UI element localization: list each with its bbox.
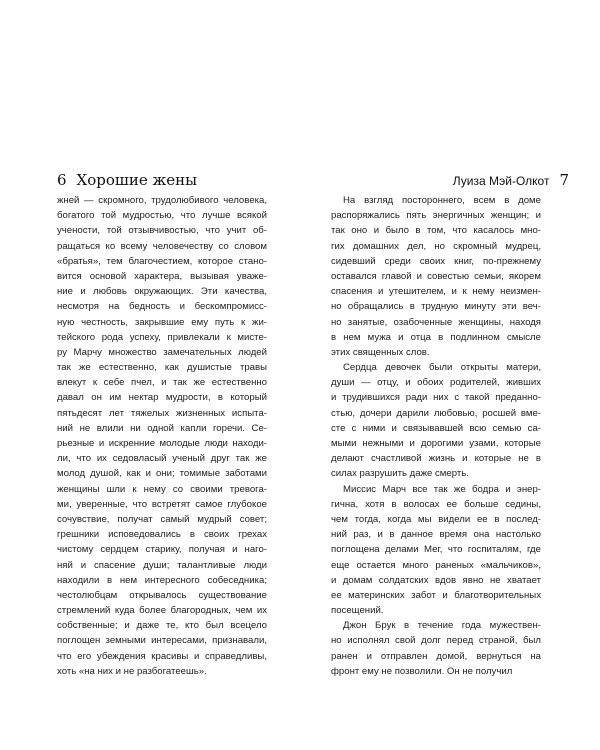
text-line: Сердца девочек были открыты матери, <box>343 362 541 374</box>
text-line: силах разрушить даже смерть. <box>331 468 469 480</box>
text-line: так же естественно, как душистые травы <box>57 362 267 374</box>
right-page-header <box>453 171 569 189</box>
text-line: чистому сердцем старику, получая и наго- <box>57 544 267 556</box>
text-line: распоряжались пять энергичных женщин; и <box>331 210 541 222</box>
text-line: ную честность, закрывшие ему путь к жи- <box>57 316 267 328</box>
text-line: но занятые, озабоченные женщины, находя <box>331 316 541 328</box>
text-line: ми, уверенные, что встретят самое глубокое <box>57 498 267 510</box>
text-line: стью, дочери дарили любовью, росшей вме- <box>331 407 541 419</box>
text-line: сочувствие, получат самый мудрый совет; <box>57 513 267 525</box>
text-line: находили в нем интересного собеседника; <box>57 574 267 586</box>
left-page-body-text <box>57 193 267 679</box>
right-page-body-text <box>331 193 541 679</box>
text-line: стремлений куда более благородных, чем их <box>57 605 267 617</box>
text-line: молод душой, как и они; томимые заботами <box>57 468 267 480</box>
text-line: этих священных слов. <box>331 346 430 358</box>
text-line: еще остается много раненых «мальчиков», <box>331 559 541 571</box>
text-line: фронт ему не позволили. Он не получил <box>331 665 513 677</box>
text-line: рьезные и искренние молодые люди находи- <box>57 438 267 449</box>
text-line: ращаться ко всему человечеству со словом <box>57 240 267 252</box>
text-line: но исполнял свой долг перед страной, был <box>331 635 541 647</box>
text-line: чем тогда, когда мы видели ее в послед- <box>331 513 541 525</box>
text-line: несмотря на бедность и бескомпромисс- <box>57 301 267 313</box>
text-line: так оно и было в том, что касалось мно- <box>331 225 541 237</box>
text-line: жней — скромного, трудолюбивого человека, <box>57 195 267 206</box>
text-line: На взгляд постороннего, всем в доме <box>343 195 541 206</box>
text-line: пятьдесят лет тяжелых жизненных испыта- <box>57 407 267 419</box>
text-line: ру Марчу множество замечательных людей <box>57 346 267 358</box>
text-line: спасения и утешителем, и к нему неизмен- <box>331 286 541 298</box>
text-line: оставался главой и совестью семьи, якорем <box>331 270 541 282</box>
text-line: влекут к себе пчел, и так же естественно <box>57 377 267 389</box>
text-line: мыми нежными и дорогими узами, которые <box>331 438 541 449</box>
left-running-head: Хорошие жены <box>76 171 198 189</box>
text-line: делают счастливой жизнь и которые не в <box>331 453 541 465</box>
text-line: гих домашних дел, но скромный мудрец, <box>331 240 541 252</box>
text-line: и трудившихся ради них с такой преданно- <box>331 392 541 404</box>
text-line: гична, хотя в волосах ее больше седины, <box>331 498 541 510</box>
text-line: сидевший среди своих книг, по-прежнему <box>331 255 541 267</box>
text-line: вится основой характера, вызывая уваже- <box>57 270 267 282</box>
text-line: грешники исповедовались в своих грехах <box>57 529 267 541</box>
text-line: и домам солдатских вдов явно не хватает <box>331 574 541 586</box>
left-page-header <box>57 171 197 189</box>
text-line: Миссис Марч все так же бодра и энер- <box>343 483 541 495</box>
text-line: ний раз, и в данное время она настолько <box>331 529 541 541</box>
text-line: в нем мужа и отца в подлинном смысле <box>331 331 541 343</box>
text-line: давал он им нектар мудрости, в который <box>57 392 267 404</box>
text-line: что его убеждения красивы и справедливы, <box>57 650 267 662</box>
text-line: поглощен земными интересами, признавали, <box>57 635 267 647</box>
text-line: женщины шли к нему со своими тревога- <box>57 483 267 495</box>
text-line: ее материнских забот и благотворительных <box>331 589 541 601</box>
right-page <box>300 0 600 750</box>
text-line: ний не влили ни одной капли горечи. Се- <box>57 422 267 434</box>
text-line: ранен и отправлен домой, вернуться на <box>331 650 541 662</box>
text-line: хоть «на них и не разбогатеешь». <box>57 665 207 677</box>
text-line: но обращались в трудную минуту эти веч- <box>331 301 541 313</box>
text-line: учености, той отзывчивостью, что учит об- <box>57 225 267 237</box>
text-line: Джон Брук в течение года мужествен- <box>343 620 541 632</box>
text-line: честолюбцам открывалось существование <box>57 589 267 601</box>
text-line: богатого той мудростью, что лучше всякой <box>57 210 267 222</box>
text-line: поглощена делами Мег, что госпиталям, где <box>331 544 541 556</box>
text-line: тейского рода успеху, привлекали к мисте- <box>57 331 267 343</box>
right-page-number: 7 <box>559 171 569 189</box>
right-running-head: Луиза Мэй-Олкот <box>452 174 550 188</box>
left-page-number: 6 <box>57 171 67 189</box>
text-line: сте с ними и связывавшей всю семью са- <box>331 422 541 434</box>
text-line: собственные; и даже те, кто был всецело <box>57 620 267 632</box>
text-line: ли, что их седовласый ученый друг так же <box>57 453 267 465</box>
text-line: посещений. <box>331 605 384 617</box>
text-line: «братья», тем благочестием, которое стано- <box>57 255 267 267</box>
text-line: ние и любовь окружающих. Эти качества, <box>57 286 267 298</box>
text-line: няй и спасение души; талантливые люди <box>57 559 267 571</box>
text-line: души — отцу, и обоих родителей, живших <box>331 377 541 389</box>
